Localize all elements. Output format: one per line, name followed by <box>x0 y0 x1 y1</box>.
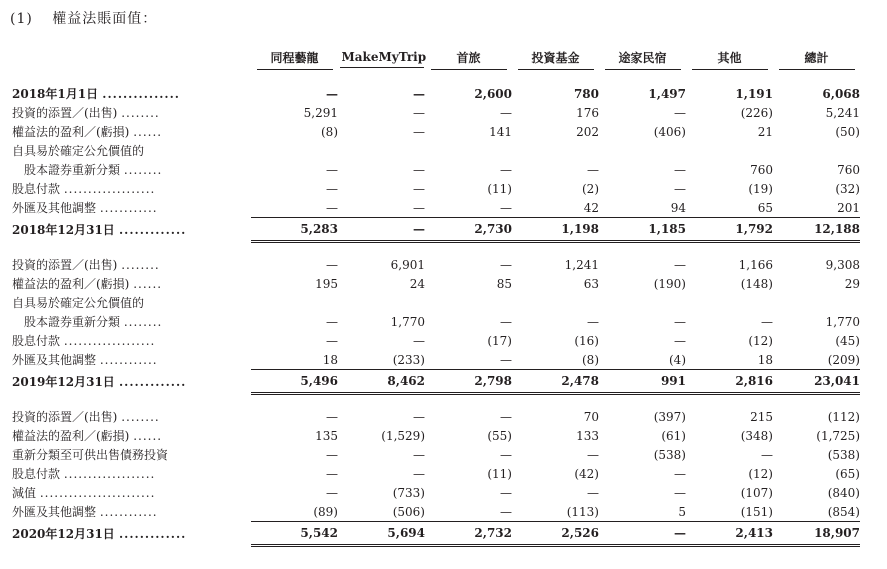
cell-value: 5 <box>599 502 686 522</box>
cell-value: (55) <box>487 428 512 443</box>
leader-dots: ........ <box>121 258 160 272</box>
column-header-label: 其他 <box>692 49 768 70</box>
movement-row <box>12 274 860 293</box>
cell-value: 2,730 <box>425 218 512 242</box>
row-label <box>12 445 251 464</box>
row-label <box>12 218 251 242</box>
cell-value: (233) <box>338 350 425 370</box>
column-header-label: 同程藝龍 <box>257 49 333 70</box>
row-label-text: 2018年12月31日 <box>12 223 115 237</box>
section-heading <box>10 8 157 28</box>
cell-value: 23,041 <box>773 370 860 394</box>
movement-row <box>12 160 860 179</box>
row-label-text: 權益法的盈利／(虧損) <box>12 429 130 443</box>
row-label <box>12 370 251 394</box>
cell-value: (209) <box>773 350 860 370</box>
cell-value: 202 <box>576 124 599 139</box>
cell-value: 1,191 <box>735 86 773 101</box>
cell-value: 5,694 <box>338 522 425 546</box>
cell-value: (8) <box>321 124 338 139</box>
cell-value: (17) <box>487 333 512 348</box>
cell-value: 9,308 <box>825 257 860 272</box>
cell-value: (4) <box>599 350 686 370</box>
leader-dots: ........ <box>121 106 160 120</box>
cell-value: (406) <box>653 124 686 139</box>
spacer-cell <box>12 242 860 256</box>
cell-value: — <box>338 198 425 218</box>
row-label-text: 2018年1月1日 <box>12 87 99 101</box>
cell-value: (148) <box>740 276 773 291</box>
movement-row <box>12 445 860 464</box>
movement-row <box>12 350 860 370</box>
row-label-text: 自具易於確定公允價值的 <box>12 144 145 158</box>
cell-value <box>686 141 773 160</box>
row-label-text: 2020年12月31日 <box>12 527 115 541</box>
cell-value: 215 <box>750 409 773 424</box>
cell-value: — <box>338 218 425 242</box>
movement-row <box>12 122 860 141</box>
cell-value: (1,529) <box>381 428 425 443</box>
row-label <box>12 255 251 274</box>
cell-value: — <box>413 447 425 462</box>
movement-row <box>12 502 860 522</box>
cell-value <box>686 293 773 312</box>
cell-value: (151) <box>686 502 773 522</box>
row-label <box>12 141 251 160</box>
row-label <box>12 483 251 502</box>
cell-value: 780 <box>573 86 599 101</box>
cell-value: 2,600 <box>474 86 512 101</box>
spacer-row <box>12 394 860 408</box>
leader-dots: ................... <box>63 467 156 481</box>
cell-value: — <box>761 314 773 329</box>
movement-row <box>12 141 860 160</box>
cell-value: — <box>326 485 338 500</box>
cell-value <box>425 141 512 160</box>
cell-value: — <box>326 466 338 481</box>
cell-value: (397) <box>653 409 686 424</box>
column-header-label: 首旅 <box>431 49 507 70</box>
leader-dots: ............ <box>99 505 158 520</box>
cell-value: 29 <box>844 276 860 291</box>
cell-value <box>773 293 860 312</box>
movement-row <box>12 198 860 218</box>
cell-value: — <box>500 314 512 329</box>
cell-value <box>338 141 425 160</box>
leader-dots: ........ <box>121 410 160 424</box>
cell-value: — <box>413 105 425 120</box>
cell-value: — <box>500 257 512 272</box>
cell-value: (840) <box>827 485 860 500</box>
cell-value: (854) <box>773 502 860 522</box>
cell-value: 70 <box>583 409 599 424</box>
cell-value: — <box>251 198 338 218</box>
cell-value: — <box>413 409 425 424</box>
cell-value: — <box>674 162 686 177</box>
cell-value: — <box>326 181 338 196</box>
cell-value: 176 <box>576 105 599 120</box>
cell-value: — <box>587 447 599 462</box>
cell-value: (16) <box>574 333 599 348</box>
cell-value: (190) <box>653 276 686 291</box>
closing-balance-row <box>12 370 860 394</box>
row-label-text: 股本證券重新分類 <box>24 163 121 177</box>
row-label-text: 減值 <box>12 486 37 500</box>
row-label <box>12 312 251 331</box>
leader-dots: ............. <box>119 527 187 541</box>
cell-value: — <box>587 162 599 177</box>
cell-value: 6,901 <box>390 257 425 272</box>
cell-value: — <box>674 181 686 196</box>
cell-value: 65 <box>686 198 773 218</box>
cell-value: — <box>500 409 512 424</box>
cell-value: — <box>413 86 425 101</box>
cell-value: — <box>674 485 686 500</box>
cell-value: — <box>413 181 425 196</box>
cell-value: (42) <box>574 466 599 481</box>
row-label <box>12 84 251 103</box>
cell-value: — <box>674 257 686 272</box>
cell-value <box>773 141 860 160</box>
cell-value: — <box>413 333 425 348</box>
cell-value: — <box>425 198 512 218</box>
row-label <box>12 331 251 350</box>
equity-method-carrying-value-table <box>12 46 860 547</box>
movement-row <box>12 103 860 122</box>
column-header <box>686 46 773 72</box>
cell-value: 2,478 <box>512 370 599 394</box>
spacer-cell <box>12 72 860 84</box>
cell-value: (348) <box>740 428 773 443</box>
cell-value: — <box>413 162 425 177</box>
leader-dots: ............... <box>102 87 180 101</box>
row-label <box>12 160 251 179</box>
row-label <box>12 350 251 370</box>
leader-dots: ................... <box>63 334 156 348</box>
row-label <box>12 274 251 293</box>
cell-value: 2,526 <box>512 522 599 546</box>
movement-row <box>12 255 860 274</box>
cell-value: — <box>500 105 512 120</box>
movement-row <box>12 179 860 198</box>
cell-value: 1,497 <box>648 86 686 101</box>
movement-row <box>12 483 860 502</box>
cell-value: — <box>326 162 338 177</box>
row-label-text: 投資的添置／(出售) <box>12 258 118 272</box>
cell-value: 1,792 <box>686 218 773 242</box>
cell-value: 8,462 <box>338 370 425 394</box>
cell-value: (113) <box>512 502 599 522</box>
cell-value: (2) <box>582 181 599 196</box>
row-label-text: 股息付款 <box>12 467 61 481</box>
cell-value <box>251 293 338 312</box>
column-header <box>512 46 599 72</box>
cell-value: 18,907 <box>773 522 860 546</box>
cell-value: 135 <box>315 428 338 443</box>
cell-value: — <box>425 350 512 370</box>
cell-value: — <box>425 502 512 522</box>
cell-value: 63 <box>583 276 599 291</box>
cell-value: 5,291 <box>303 105 338 120</box>
row-label-text: 外匯及其他調整 <box>12 353 97 368</box>
cell-value <box>599 141 686 160</box>
cell-value: 2,798 <box>425 370 512 394</box>
cell-value: (65) <box>835 466 860 481</box>
cell-value: (733) <box>392 485 425 500</box>
movement-row <box>12 464 860 483</box>
row-label-text: 2019年12月31日 <box>12 375 115 389</box>
cell-value: 24 <box>409 276 425 291</box>
movement-row <box>12 331 860 350</box>
cell-value: 1,241 <box>564 257 599 272</box>
cell-value: 5,241 <box>825 105 860 120</box>
cell-value <box>599 293 686 312</box>
column-header-row <box>12 46 860 72</box>
leader-dots: ...... <box>133 429 163 443</box>
column-header-label: 途家民宿 <box>605 49 681 70</box>
cell-value: — <box>674 333 686 348</box>
column-header-label: 總計 <box>779 49 855 70</box>
row-label <box>12 103 251 122</box>
row-label-text: 投資的添置／(出售) <box>12 106 118 120</box>
row-label-text: 權益法的盈利／(虧損) <box>12 125 130 139</box>
column-header <box>425 46 512 72</box>
cell-value: — <box>326 333 338 348</box>
section-title: 權益法賬面值： <box>52 11 158 27</box>
cell-value: 2,816 <box>686 370 773 394</box>
cell-value: — <box>326 314 338 329</box>
leader-dots: ............ <box>99 353 158 368</box>
cell-value: 2,732 <box>425 522 512 546</box>
cell-value: (12) <box>748 333 773 348</box>
cell-value: (506) <box>338 502 425 522</box>
cell-value: — <box>500 485 512 500</box>
header-blank <box>12 46 251 72</box>
movement-row <box>12 293 860 312</box>
row-label <box>12 179 251 198</box>
spacer-cell <box>12 394 860 408</box>
cell-value: 1,198 <box>512 218 599 242</box>
leader-dots: ............. <box>119 375 187 389</box>
cell-value: 1,185 <box>599 218 686 242</box>
cell-value: 85 <box>496 276 512 291</box>
leader-dots: ................... <box>63 182 156 196</box>
cell-value: (61) <box>661 428 686 443</box>
row-label-text: 自具易於確定公允價值的 <box>12 296 145 310</box>
row-label <box>12 407 251 426</box>
cell-value: (107) <box>740 485 773 500</box>
cell-value: — <box>674 105 686 120</box>
cell-value <box>512 141 599 160</box>
spacer-row <box>12 72 860 84</box>
cell-value: 133 <box>576 428 599 443</box>
table-body <box>12 72 860 546</box>
cell-value: 760 <box>837 162 860 177</box>
cell-value: 1,770 <box>390 314 425 329</box>
cell-value: — <box>674 466 686 481</box>
cell-value: 141 <box>489 124 512 139</box>
cell-value: — <box>413 124 425 139</box>
row-label <box>12 464 251 483</box>
row-label <box>12 522 251 546</box>
cell-value <box>251 141 338 160</box>
leader-dots: ............ <box>99 201 158 216</box>
cell-value: — <box>500 447 512 462</box>
row-label-text: 外匯及其他調整 <box>12 505 97 520</box>
cell-value: (89) <box>251 502 338 522</box>
cell-value: 6,068 <box>822 86 860 101</box>
cell-value: (50) <box>835 124 860 139</box>
cell-value: — <box>326 447 338 462</box>
row-label <box>12 502 251 522</box>
cell-value <box>512 293 599 312</box>
row-label-text: 股息付款 <box>12 334 61 348</box>
leader-dots: ...... <box>133 277 163 291</box>
spacer-row <box>12 242 860 256</box>
cell-value: (226) <box>740 105 773 120</box>
cell-value: (12) <box>748 466 773 481</box>
cell-value: — <box>326 86 338 101</box>
row-label <box>12 122 251 141</box>
movement-row <box>12 312 860 331</box>
leader-dots: ........................ <box>39 486 156 500</box>
cell-value: — <box>587 485 599 500</box>
cell-value: 201 <box>773 198 860 218</box>
cell-value: 94 <box>599 198 686 218</box>
leader-dots: ...... <box>133 125 163 139</box>
row-label-text: 股息付款 <box>12 182 61 196</box>
cell-value: (19) <box>748 181 773 196</box>
row-label <box>12 426 251 445</box>
cell-value: — <box>587 314 599 329</box>
cell-value: 42 <box>512 198 599 218</box>
column-header <box>251 46 338 72</box>
cell-value: (112) <box>827 409 860 424</box>
cell-value: 18 <box>251 350 338 370</box>
row-label-text: 重新分類至可供出售債務投資 <box>12 448 169 462</box>
column-header <box>338 46 425 72</box>
cell-value: (1,725) <box>816 428 860 443</box>
cell-value <box>425 293 512 312</box>
closing-balance-row <box>12 522 860 546</box>
leader-dots: ........ <box>123 163 163 177</box>
cell-value: 5,496 <box>251 370 338 394</box>
cell-value: (32) <box>835 181 860 196</box>
cell-value: (11) <box>487 466 512 481</box>
section-number: (1) <box>10 11 33 27</box>
cell-value: — <box>599 522 686 546</box>
cell-value: — <box>674 314 686 329</box>
row-label-text: 股本證券重新分類 <box>24 315 121 329</box>
cell-value: — <box>761 447 773 462</box>
cell-value: — <box>500 162 512 177</box>
row-label-text: 投資的添置／(出售) <box>12 410 118 424</box>
leader-dots: ........ <box>123 315 163 329</box>
closing-balance-row <box>12 218 860 242</box>
column-header <box>773 46 860 72</box>
cell-value: 2,413 <box>686 522 773 546</box>
movement-row <box>12 426 860 445</box>
opening-balance-row <box>12 84 860 103</box>
cell-value: — <box>326 257 338 272</box>
cell-value: (8) <box>512 350 599 370</box>
cell-value: 1,166 <box>738 257 773 272</box>
cell-value: (538) <box>827 447 860 462</box>
cell-value: 5,283 <box>251 218 338 242</box>
cell-value <box>338 293 425 312</box>
row-label <box>12 293 251 312</box>
cell-value: 760 <box>750 162 773 177</box>
cell-value: 21 <box>757 124 773 139</box>
cell-value: — <box>413 466 425 481</box>
cell-value: 991 <box>599 370 686 394</box>
cell-value: 5,542 <box>251 522 338 546</box>
leader-dots: ............. <box>119 223 187 237</box>
cell-value: 12,188 <box>773 218 860 242</box>
cell-value: (538) <box>653 447 686 462</box>
cell-value: — <box>326 409 338 424</box>
movement-row <box>12 407 860 426</box>
column-header-label: 投資基金 <box>518 49 594 70</box>
column-header-label: MakeMyTrip <box>340 50 424 68</box>
row-label <box>12 198 251 218</box>
cell-value: (11) <box>487 181 512 196</box>
column-header <box>599 46 686 72</box>
row-label-text: 權益法的盈利／(虧損) <box>12 277 130 291</box>
cell-value: 1,770 <box>825 314 860 329</box>
cell-value: (45) <box>835 333 860 348</box>
cell-value: 18 <box>686 350 773 370</box>
row-label-text: 外匯及其他調整 <box>12 201 97 216</box>
cell-value: 195 <box>315 276 338 291</box>
